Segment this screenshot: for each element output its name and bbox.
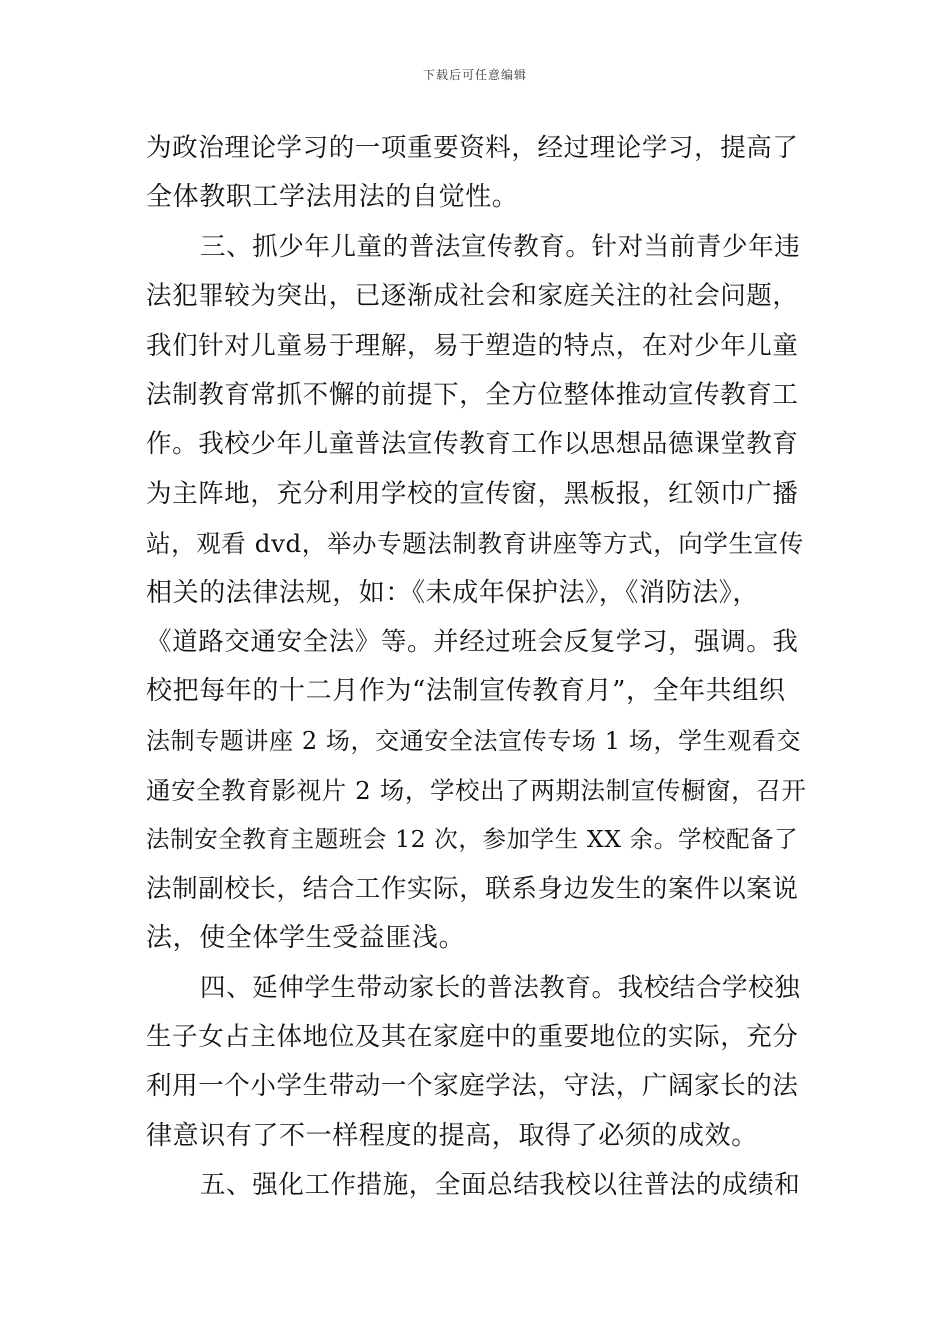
text-line: 《道路交通安全法》等。并经过班会反复学习，强调。我 xyxy=(146,626,799,657)
text-line: 生子女占主体地位及其在家庭中的重要地位的实际，充分 xyxy=(146,1022,799,1053)
header-note: 下载后可任意编辑 xyxy=(422,68,527,82)
paragraph-start-line: 五、强化工作措施，全面总结我校以往普法的成绩和 xyxy=(200,1170,801,1201)
text-line: 律意识有了不一样程度的提高，取得了必须的成效。 xyxy=(146,1120,758,1151)
text-line: 法制教育常抓不懈的前提下，全方位整体推动宣传教育工 xyxy=(146,379,799,410)
text-line: 校把每年的十二月作为“法制宣传教育月”，全年共组织 xyxy=(146,676,786,707)
text-line: 利用一个小学生带动一个家庭学法，守法，广阔家长的法 xyxy=(146,1071,799,1102)
paragraph-start-line: 三、抓少年儿童的普法宣传教育。针对当前青少年违 xyxy=(200,231,801,262)
paragraph-start-line: 四、延伸学生带动家长的普法教育。我校结合学校独 xyxy=(200,972,801,1003)
document-body xyxy=(146,124,808,1211)
text-line: 法犯罪较为突出，已逐渐成社会和家庭关注的社会问题， xyxy=(146,281,799,312)
text-line: 法，使全体学生受益匪浅。 xyxy=(146,923,466,954)
text-line: 全体教职工学法用法的自觉性。 xyxy=(146,182,519,213)
text-line: 为政治理论学习的一项重要资料，经过理论学习，提高了 xyxy=(146,133,799,163)
text-line: 法制副校长，结合工作实际，联系身边发生的案件以案说 xyxy=(146,873,799,904)
text-line: 通安全教育影视片 2 场，学校出了两期法制宣传橱窗，召开 xyxy=(146,776,807,806)
text-line: 我们针对儿童易于理解，易于塑造的特点，在对少年儿童 xyxy=(146,330,799,361)
text-line: 为主阵地，充分利用学校的宣传窗，黑板报，红领巾广播 xyxy=(146,478,799,509)
text-line: 作。我校少年儿童普法宣传教育工作以思想品德课堂教育 xyxy=(146,429,799,460)
text-line: 法制专题讲座 2 场，交通安全法宣传专场 1 场，学生观看交 xyxy=(146,726,802,755)
text-line: 站，观看 dvd，举办专题法制教育讲座等方式，向学生宣传 xyxy=(146,529,804,559)
text-line: 相关的法律法规，如：《未成年保护法》，《消防法》， xyxy=(146,577,760,608)
text-line: 法制安全教育主题班会 12 次，参加学生 XX 余。学校配备了 xyxy=(146,825,799,854)
